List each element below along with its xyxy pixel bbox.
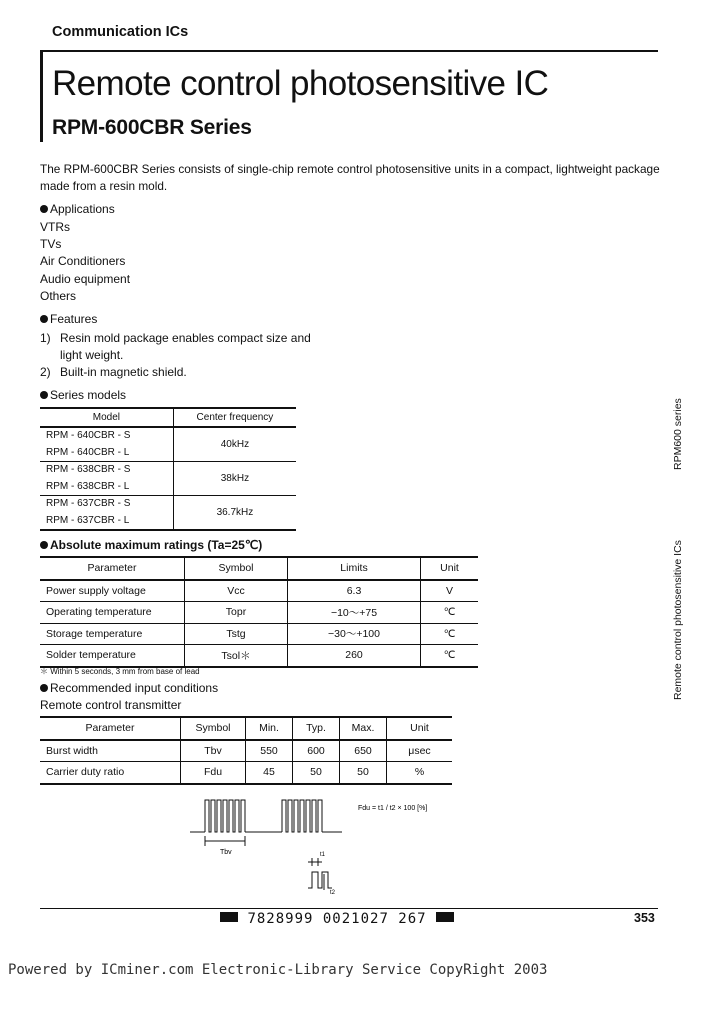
table-header-cell: Typ. — [293, 717, 340, 740]
bullet-icon — [40, 315, 48, 323]
title-bar — [40, 52, 43, 142]
powered-by-text: Powered by ICminer.com Electronic-Library Service CopyRight 2003 — [8, 962, 548, 978]
list-item: Air Conditioners — [40, 254, 126, 269]
list-item: VTRs — [40, 220, 70, 234]
rec-conditions-heading: Recommended input conditions — [40, 681, 218, 695]
symbol-cell: Tsol＊ — [185, 645, 288, 667]
series-table — [40, 407, 296, 531]
freq-cell: 36.7kHz — [173, 495, 296, 530]
list-item: Audio equipment — [40, 271, 131, 286]
bar-block-icon — [220, 912, 238, 922]
param-cell: Carrier duty ratio — [46, 766, 125, 779]
t2-label: t2 — [330, 890, 336, 896]
typ-cell: 600 — [293, 740, 340, 762]
unit-cell: % — [387, 762, 453, 784]
param-cell: Storage temperature — [46, 627, 143, 640]
abs-ratings-table — [40, 556, 478, 668]
page-number: 353 — [634, 911, 655, 925]
footnote: ＊ Within 5 seconds, 3 mm from base of lead — [40, 667, 200, 676]
t1-label: t1 — [320, 852, 326, 858]
table-header-row — [40, 408, 296, 427]
section-category: Communication ICs — [52, 24, 189, 40]
typ-cell: 50 — [293, 762, 340, 784]
bullet-icon — [40, 541, 48, 549]
list-item: Others — [40, 288, 77, 303]
page-title: Remote control photosensitive IC — [52, 64, 549, 103]
unit-cell: ℃ — [421, 623, 479, 645]
list-item: TVs — [40, 237, 62, 252]
table-header-cell: Max. — [340, 717, 387, 740]
header-rule — [40, 50, 658, 52]
symbol-cell: Fdu — [181, 762, 246, 784]
table-header-row — [40, 557, 478, 580]
model-cell: RPM - 638CBR - S — [46, 464, 131, 476]
model-cell: RPM - 640CBR - L — [46, 446, 130, 458]
table-header-cell: Model — [92, 411, 121, 423]
table-header-cell: Unit — [387, 717, 453, 740]
symbol-cell: Vcc — [185, 580, 288, 602]
bullet-icon — [40, 391, 48, 399]
abs-ratings-heading: Absolute maximum ratings (Ta=25℃) — [40, 538, 262, 552]
rec-conditions-table — [40, 716, 452, 785]
freq-cell: 40kHz — [173, 427, 296, 462]
table-row — [40, 645, 478, 667]
tbv-label: Tbv — [220, 849, 232, 856]
feature-item: 1) Resin mold package enables compact size and — [40, 331, 311, 345]
limits-cell: −30～+100 — [288, 623, 421, 645]
applications-list — [40, 219, 130, 305]
table-row — [40, 623, 478, 645]
footer-rule — [40, 908, 658, 909]
fdu-formula: Fdu = t1 / t2 × 100 [%] — [358, 805, 428, 812]
intro-paragraph: The RPM-600CBR Series consists of single-chip remote control photosensitive units in a compact, lightweight package made from a resin mold. — [40, 162, 660, 193]
symbol-cell: Topr — [185, 602, 288, 624]
features-list — [40, 330, 360, 382]
feature-item: 2) Built-in magnetic shield. — [40, 365, 187, 380]
table-row — [40, 740, 452, 762]
min-cell: 45 — [246, 762, 293, 784]
param-cell: Solder temperature — [46, 649, 136, 662]
limits-cell: −10～+75 — [288, 602, 421, 624]
model-cell: RPM - 637CBR - L — [46, 514, 130, 526]
limits-cell: 260 — [288, 645, 421, 667]
applications-heading: Applications — [40, 202, 115, 216]
max-cell: 650 — [340, 740, 387, 762]
symbol-cell: Tbv — [181, 740, 246, 762]
unit-cell: μsec — [387, 740, 453, 762]
barcode-line: 7828999 0021027 267 — [220, 911, 454, 927]
burst-waveform-diagram — [180, 792, 470, 897]
side-label-series: RPM600 series — [672, 398, 684, 470]
table-header-row — [40, 717, 452, 740]
table-header-cell: Unit — [421, 557, 479, 580]
table-header-cell: Parameter — [87, 562, 137, 575]
table-header-cell: Parameter — [85, 722, 135, 735]
side-label-category: Remote control photosensitive ICs — [672, 540, 684, 700]
features-heading: Features — [40, 312, 97, 326]
waveform-lines — [190, 800, 342, 890]
min-cell: 550 — [246, 740, 293, 762]
table-header-cell: Limits — [288, 557, 421, 580]
table-header-cell: Symbol — [185, 557, 288, 580]
table-header-cell: Min. — [246, 717, 293, 740]
feature-item-cont: light weight. — [60, 348, 124, 363]
table-row — [40, 762, 452, 784]
page-subtitle: RPM-600CBR Series — [52, 116, 252, 139]
symbol-cell: Tstg — [185, 623, 288, 645]
table-header-cell: Center frequency — [173, 408, 296, 427]
bullet-icon — [40, 205, 48, 213]
table-row — [40, 495, 296, 512]
table-row — [40, 602, 478, 624]
table-row — [40, 427, 296, 445]
unit-cell: ℃ — [421, 602, 479, 624]
param-cell: Burst width — [46, 744, 98, 757]
limits-cell: 6.3 — [288, 580, 421, 602]
model-cell: RPM - 640CBR - S — [46, 430, 131, 442]
table-header-cell: Symbol — [181, 717, 246, 740]
param-cell: Power supply voltage — [46, 584, 146, 597]
max-cell: 50 — [340, 762, 387, 784]
model-cell: RPM - 637CBR - S — [46, 498, 131, 510]
param-cell: Operating temperature — [46, 606, 152, 619]
bullet-icon — [40, 684, 48, 692]
freq-cell: 38kHz — [173, 461, 296, 495]
unit-cell: V — [421, 580, 479, 602]
model-cell: RPM - 638CBR - L — [46, 480, 130, 492]
rec-subheading: Remote control transmitter — [40, 698, 182, 712]
series-heading: Series models — [40, 388, 126, 402]
bar-block-icon — [436, 912, 454, 922]
table-row — [40, 461, 296, 478]
table-row — [40, 580, 478, 602]
unit-cell: ℃ — [421, 645, 479, 667]
